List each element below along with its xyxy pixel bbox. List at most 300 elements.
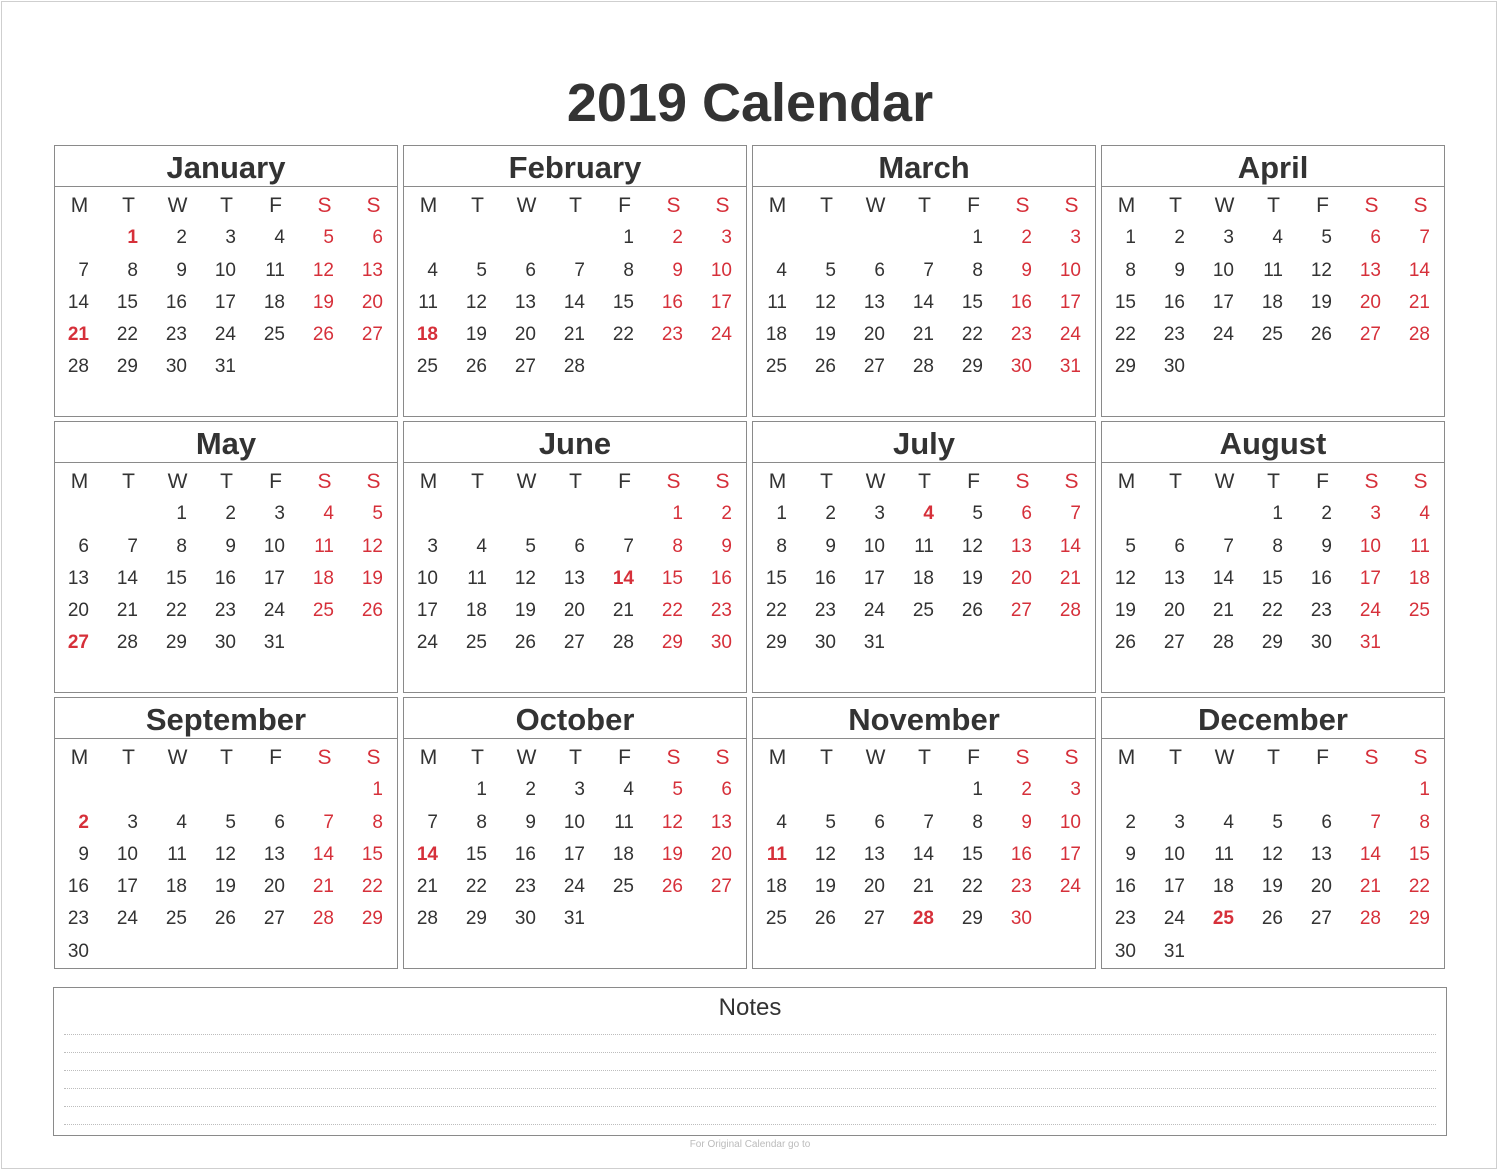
weekday-header: M: [1117, 746, 1136, 769]
day-cell: 21: [67, 324, 89, 346]
day-cell: 6: [1021, 503, 1032, 525]
day-grid: [55, 187, 397, 384]
weekday-header: T: [471, 470, 484, 493]
weekday-header: S: [666, 746, 681, 769]
day-cell: 17: [116, 876, 138, 898]
day-cell: 10: [710, 259, 732, 281]
weekday-header: T: [122, 470, 135, 493]
weekday-header: S: [1413, 470, 1428, 493]
day-cell: 7: [1419, 227, 1430, 249]
weekday-header: S: [666, 470, 681, 493]
empty-cell: [502, 498, 551, 530]
day-cell: 20: [1359, 291, 1381, 313]
day-cell: 11: [314, 535, 334, 557]
empty-cell: [851, 774, 900, 806]
weekday-header: M: [1117, 194, 1136, 217]
notes-line: [64, 1070, 1436, 1071]
empty-cell: [802, 222, 851, 254]
weekday-header: F: [967, 746, 980, 769]
day-cell: 21: [416, 876, 438, 898]
month-november: [752, 697, 1096, 969]
day-cell: 23: [1163, 324, 1185, 346]
empty-cell: [251, 774, 300, 806]
day-cell: 30: [1010, 356, 1032, 378]
day-cell: 23: [165, 324, 187, 346]
day-grid: [55, 739, 397, 968]
weekday-header: T: [1169, 194, 1182, 217]
day-cell: 18: [416, 324, 438, 346]
day-cell: 10: [263, 535, 285, 557]
day-cell: 14: [416, 843, 438, 865]
day-cell: 25: [416, 356, 438, 378]
day-cell: 31: [263, 632, 285, 654]
day-cell: 17: [1059, 291, 1081, 313]
day-cell: 7: [427, 811, 438, 833]
empty-cell: [1200, 774, 1249, 806]
day-cell: 27: [1163, 632, 1185, 654]
day-cell: 1: [972, 227, 983, 249]
day-cell: 23: [214, 600, 236, 622]
day-cell: 19: [312, 291, 334, 313]
day-cell: 11: [467, 567, 487, 589]
day-cell: 9: [225, 535, 236, 557]
day-cell: 9: [1174, 259, 1185, 281]
day-cell: 6: [372, 227, 383, 249]
day-cell: 14: [912, 291, 934, 313]
weekday-header: F: [1316, 746, 1329, 769]
weekday-header: S: [666, 194, 681, 217]
day-cell: 25: [912, 600, 934, 622]
empty-cell: [55, 774, 104, 806]
weekday-header: M: [419, 470, 438, 493]
month-name: December: [1102, 698, 1444, 739]
day-cell: 5: [825, 259, 836, 281]
day-cell: 19: [1114, 600, 1136, 622]
month-name: November: [753, 698, 1095, 739]
day-cell: 6: [721, 779, 732, 801]
day-cell: 15: [961, 291, 983, 313]
weekday-header: T: [820, 746, 833, 769]
day-cell: 26: [661, 876, 683, 898]
day-cell: 21: [1408, 291, 1430, 313]
day-cell: 22: [961, 324, 983, 346]
day-cell: 24: [1212, 324, 1234, 346]
day-cell: 9: [176, 259, 187, 281]
day-cell: 1: [372, 779, 383, 801]
day-cell: 24: [1163, 908, 1185, 930]
empty-cell: [753, 774, 802, 806]
month-name: September: [55, 698, 397, 739]
day-cell: 27: [1359, 324, 1381, 346]
day-cell: 2: [78, 811, 89, 833]
month-december: [1101, 697, 1445, 969]
day-cell: 6: [874, 811, 885, 833]
day-cell: 12: [1310, 259, 1332, 281]
empty-cell: [1347, 774, 1396, 806]
day-cell: 26: [312, 324, 334, 346]
day-cell: 15: [116, 291, 138, 313]
day-cell: 2: [1125, 811, 1136, 833]
day-cell: 25: [765, 908, 787, 930]
day-cell: 24: [710, 324, 732, 346]
day-cell: 13: [710, 811, 732, 833]
day-cell: 23: [661, 324, 683, 346]
day-cell: 31: [863, 632, 885, 654]
calendar-title: 2019 Calendar: [566, 73, 934, 133]
day-cell: 27: [514, 356, 536, 378]
day-cell: 23: [710, 600, 732, 622]
day-cell: 28: [1059, 600, 1081, 622]
day-cell: 15: [612, 291, 634, 313]
weekday-header: T: [1169, 746, 1182, 769]
day-cell: 15: [465, 843, 487, 865]
day-cell: 1: [1125, 227, 1136, 249]
day-cell: 11: [1263, 259, 1283, 281]
day-cell: 20: [67, 600, 89, 622]
day-cell: 4: [476, 535, 487, 557]
day-cell: 4: [776, 811, 787, 833]
day-cell: 22: [116, 324, 138, 346]
day-cell: 8: [623, 259, 634, 281]
day-cell: 18: [465, 600, 487, 622]
day-cell: 28: [312, 908, 334, 930]
day-cell: 18: [312, 567, 334, 589]
day-cell: 5: [1125, 535, 1136, 557]
empty-cell: [1249, 774, 1298, 806]
day-cell: 27: [263, 908, 285, 930]
day-cell: 13: [1010, 535, 1032, 557]
day-cell: 22: [165, 600, 187, 622]
day-cell: 7: [623, 535, 634, 557]
notes-line: [64, 1034, 1436, 1035]
day-cell: 5: [323, 227, 334, 249]
day-cell: 21: [563, 324, 585, 346]
day-cell: 9: [1321, 535, 1332, 557]
day-cell: 22: [961, 876, 983, 898]
day-cell: 30: [710, 632, 732, 654]
day-cell: 28: [612, 632, 634, 654]
day-cell: 28: [1212, 632, 1234, 654]
day-cell: 3: [874, 503, 885, 525]
day-cell: 9: [78, 843, 89, 865]
day-cell: 29: [961, 908, 983, 930]
day-cell: 4: [1272, 227, 1283, 249]
day-cell: 13: [263, 843, 285, 865]
day-cell: 1: [176, 503, 187, 525]
weekday-header: T: [569, 470, 582, 493]
month-april: [1101, 145, 1445, 417]
day-cell: 26: [1114, 632, 1136, 654]
day-cell: 14: [67, 291, 89, 313]
day-cell: 4: [623, 779, 634, 801]
day-cell: 15: [765, 567, 787, 589]
empty-cell: [851, 222, 900, 254]
day-cell: 28: [912, 908, 934, 930]
day-cell: 24: [214, 324, 236, 346]
day-cell: 17: [563, 843, 585, 865]
day-cell: 11: [1214, 843, 1234, 865]
day-cell: 8: [972, 811, 983, 833]
day-cell: 23: [1010, 876, 1032, 898]
month-january: [54, 145, 398, 417]
empty-cell: [104, 774, 153, 806]
month-name: May: [55, 422, 397, 463]
day-cell: 21: [1059, 567, 1081, 589]
day-cell: 17: [416, 600, 438, 622]
day-cell: 9: [721, 535, 732, 557]
day-cell: 6: [1370, 227, 1381, 249]
weekday-header: F: [269, 470, 282, 493]
day-cell: 8: [176, 535, 187, 557]
day-cell: 2: [1021, 779, 1032, 801]
day-cell: 12: [465, 291, 487, 313]
weekday-header: F: [618, 194, 631, 217]
day-cell: 25: [612, 876, 634, 898]
weekday-header: W: [167, 194, 188, 217]
day-cell: 29: [465, 908, 487, 930]
empty-cell: [900, 222, 949, 254]
month-name: August: [1102, 422, 1444, 463]
day-cell: 28: [1359, 908, 1381, 930]
day-cell: 29: [165, 632, 187, 654]
day-cell: 21: [1359, 876, 1381, 898]
day-cell: 29: [361, 908, 383, 930]
day-cell: 18: [263, 291, 285, 313]
day-cell: 7: [1223, 535, 1234, 557]
day-cell: 17: [863, 567, 885, 589]
weekday-header: F: [618, 746, 631, 769]
day-cell: 30: [214, 632, 236, 654]
day-cell: 25: [765, 356, 787, 378]
day-cell: 19: [214, 876, 236, 898]
day-cell: 10: [214, 259, 236, 281]
day-cell: 6: [525, 259, 536, 281]
day-cell: 5: [476, 259, 487, 281]
weekday-header: S: [317, 194, 332, 217]
day-cell: 8: [127, 259, 138, 281]
weekday-header: T: [220, 470, 233, 493]
empty-cell: [1200, 498, 1249, 530]
day-cell: 12: [312, 259, 334, 281]
day-cell: 17: [214, 291, 236, 313]
day-cell: 19: [661, 843, 683, 865]
day-cell: 8: [476, 811, 487, 833]
day-cell: 19: [1261, 876, 1283, 898]
day-cell: 5: [972, 503, 983, 525]
day-cell: 17: [1212, 291, 1234, 313]
notes-box[interactable]: [53, 987, 1447, 1136]
month-name: June: [404, 422, 746, 463]
day-cell: 30: [1114, 940, 1136, 962]
day-cell: 18: [912, 567, 934, 589]
day-cell: 5: [225, 811, 236, 833]
day-cell: 13: [514, 291, 536, 313]
day-cell: 29: [961, 356, 983, 378]
weekday-header: T: [220, 746, 233, 769]
day-cell: 5: [372, 503, 383, 525]
weekday-header: W: [1214, 470, 1235, 493]
day-cell: 28: [116, 632, 138, 654]
day-cell: 18: [165, 876, 187, 898]
day-cell: 5: [1321, 227, 1332, 249]
day-cell: 9: [672, 259, 683, 281]
month-may: [54, 421, 398, 693]
weekday-header: T: [1169, 470, 1182, 493]
empty-cell: [502, 222, 551, 254]
weekday-header: F: [269, 194, 282, 217]
day-cell: 27: [1310, 908, 1332, 930]
day-cell: 29: [116, 356, 138, 378]
month-march: [752, 145, 1096, 417]
day-cell: 15: [961, 843, 983, 865]
day-cell: 20: [361, 291, 383, 313]
day-cell: 24: [1059, 324, 1081, 346]
day-cell: 22: [612, 324, 634, 346]
day-cell: 24: [116, 908, 138, 930]
day-cell: 15: [661, 567, 683, 589]
day-cell: 25: [1261, 324, 1283, 346]
empty-cell: [404, 774, 453, 806]
weekday-header: T: [820, 194, 833, 217]
day-grid: [404, 739, 746, 936]
month-name: April: [1102, 146, 1444, 187]
day-cell: 16: [1310, 567, 1332, 589]
day-cell: 29: [765, 632, 787, 654]
day-grid: [1102, 187, 1444, 384]
day-cell: 24: [416, 632, 438, 654]
day-cell: 17: [263, 567, 285, 589]
day-cell: 29: [1408, 908, 1430, 930]
day-cell: 14: [612, 567, 634, 589]
day-cell: 29: [1114, 356, 1136, 378]
month-june: [403, 421, 747, 693]
day-cell: 24: [863, 600, 885, 622]
weekday-header: S: [1413, 746, 1428, 769]
day-cell: 20: [514, 324, 536, 346]
day-cell: 16: [1010, 843, 1032, 865]
day-cell: 22: [765, 600, 787, 622]
day-grid: [753, 463, 1095, 660]
day-cell: 7: [574, 259, 585, 281]
day-cell: 14: [563, 291, 585, 313]
day-cell: 14: [312, 843, 334, 865]
day-cell: 22: [1408, 876, 1430, 898]
day-cell: 31: [214, 356, 236, 378]
weekday-header: S: [715, 470, 730, 493]
empty-cell: [404, 222, 453, 254]
weekday-header: S: [1364, 746, 1379, 769]
day-cell: 3: [1070, 227, 1081, 249]
day-cell: 23: [814, 600, 836, 622]
day-cell: 18: [1408, 567, 1430, 589]
empty-cell: [153, 774, 202, 806]
day-cell: 15: [165, 567, 187, 589]
day-cell: 5: [525, 535, 536, 557]
weekday-header: T: [471, 746, 484, 769]
day-cell: 1: [623, 227, 634, 249]
day-cell: 1: [476, 779, 487, 801]
day-grid: [753, 739, 1095, 936]
day-cell: 4: [1223, 811, 1234, 833]
day-cell: 14: [1212, 567, 1234, 589]
weekday-header: W: [865, 470, 886, 493]
day-cell: 24: [263, 600, 285, 622]
empty-cell: [1151, 498, 1200, 530]
day-cell: 9: [1021, 811, 1032, 833]
day-cell: 24: [563, 876, 585, 898]
empty-cell: [453, 498, 502, 530]
weekday-header: F: [967, 194, 980, 217]
day-cell: 16: [814, 567, 836, 589]
day-cell: 12: [1261, 843, 1283, 865]
empty-cell: [753, 222, 802, 254]
day-cell: 14: [116, 567, 138, 589]
day-cell: 5: [672, 779, 683, 801]
weekday-header: T: [918, 470, 931, 493]
weekday-header: W: [167, 470, 188, 493]
day-cell: 25: [1408, 600, 1430, 622]
day-cell: 31: [1163, 940, 1185, 962]
day-cell: 10: [1059, 811, 1081, 833]
day-cell: 8: [776, 535, 787, 557]
day-cell: 20: [563, 600, 585, 622]
weekday-header: S: [1064, 470, 1079, 493]
day-cell: 1: [1272, 503, 1283, 525]
day-cell: 7: [1070, 503, 1081, 525]
weekday-header: W: [516, 194, 537, 217]
weekday-header: W: [865, 746, 886, 769]
day-cell: 11: [1410, 535, 1430, 557]
weekday-header: F: [618, 470, 631, 493]
day-grid: [1102, 463, 1444, 660]
day-cell: 22: [465, 876, 487, 898]
empty-cell: [1151, 774, 1200, 806]
day-cell: 18: [765, 324, 787, 346]
day-cell: 7: [923, 259, 934, 281]
day-cell: 4: [1419, 503, 1430, 525]
day-cell: 2: [672, 227, 683, 249]
empty-cell: [404, 498, 453, 530]
day-cell: 26: [1310, 324, 1332, 346]
weekday-header: T: [1267, 746, 1280, 769]
day-cell: 3: [1223, 227, 1234, 249]
weekday-header: M: [419, 746, 438, 769]
day-cell: 31: [1359, 632, 1381, 654]
day-cell: 27: [361, 324, 383, 346]
day-cell: 3: [427, 535, 438, 557]
weekday-header: T: [471, 194, 484, 217]
weekday-header: T: [569, 194, 582, 217]
day-cell: 3: [1174, 811, 1185, 833]
day-cell: 20: [263, 876, 285, 898]
day-cell: 8: [672, 535, 683, 557]
day-cell: 16: [661, 291, 683, 313]
weekday-header: S: [366, 470, 381, 493]
weekday-header: T: [122, 194, 135, 217]
day-cell: 6: [274, 811, 285, 833]
day-cell: 26: [214, 908, 236, 930]
day-cell: 4: [274, 227, 285, 249]
day-cell: 2: [1321, 503, 1332, 525]
day-cell: 3: [574, 779, 585, 801]
day-cell: 19: [514, 600, 536, 622]
day-cell: 27: [710, 876, 732, 898]
day-cell: 2: [1021, 227, 1032, 249]
day-cell: 23: [1310, 600, 1332, 622]
day-cell: 25: [312, 600, 334, 622]
weekday-header: T: [918, 746, 931, 769]
day-cell: 10: [1212, 259, 1234, 281]
